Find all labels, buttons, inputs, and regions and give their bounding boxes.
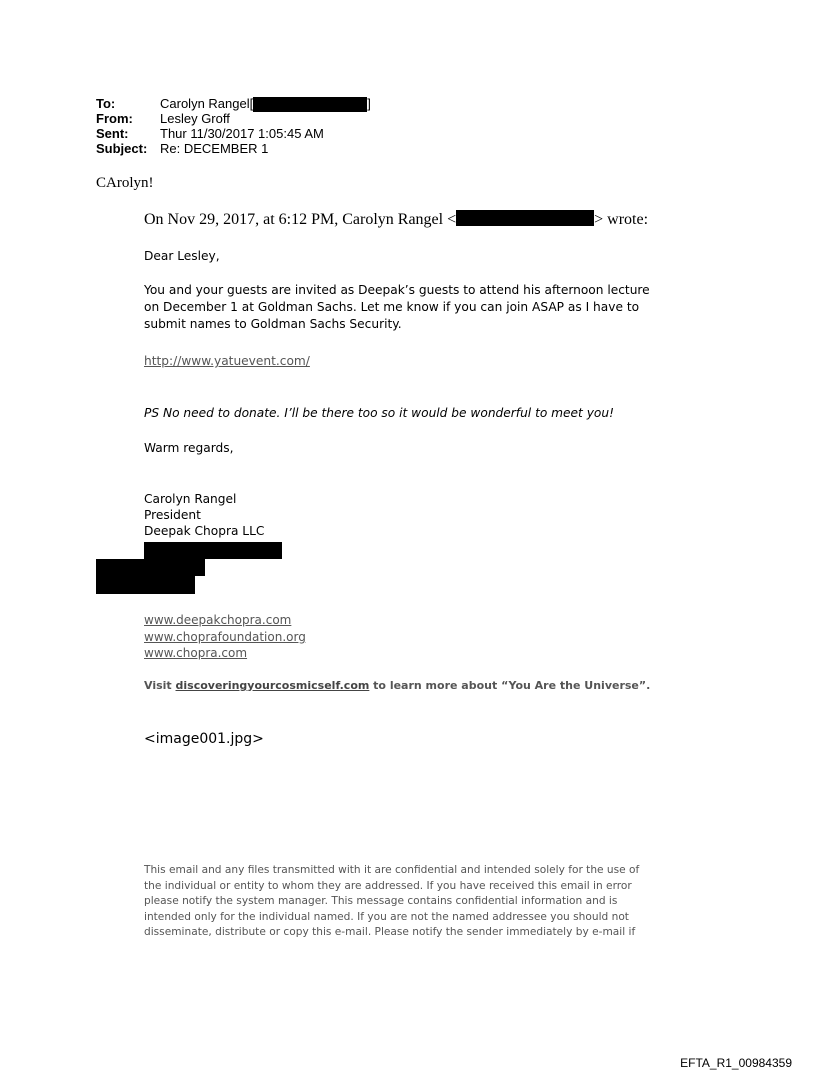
website-link-chopra[interactable]: www.chopra.com: [144, 646, 248, 660]
to-row: [96, 96, 371, 111]
subject-label: Subject:: [96, 141, 148, 156]
redaction-block: [96, 559, 205, 576]
redaction-bar: [456, 210, 594, 226]
document-id: EFTA_R1_00984359: [680, 1056, 792, 1070]
sent-row: [96, 126, 371, 141]
from-row: [96, 111, 371, 126]
signature-name: Carolyn Rangel: [144, 492, 237, 506]
closing: Warm regards,: [144, 441, 234, 455]
to-label: To:: [96, 96, 116, 111]
subject-value: Re: DECEMBER 1: [160, 141, 269, 156]
signature-company: Deepak Chopra LLC: [144, 524, 265, 538]
wrote-suffix: > wrote:: [594, 211, 649, 228]
quoted-message: [144, 210, 674, 539]
to-value: [160, 96, 371, 111]
ps-note: PS No need to donate. I’ll be there too so it would be wonderful to meet you!: [144, 406, 614, 420]
to-suffix: ]: [367, 96, 371, 111]
website-link-choprafoundation[interactable]: www.choprafoundation.org: [144, 629, 306, 644]
from-label: From:: [96, 111, 133, 126]
wrote-line: [144, 210, 674, 230]
wrote-prefix: On Nov 29, 2017, at 6:12 PM, Carolyn Rangel <: [144, 211, 457, 228]
invitation-paragraph: You and your guests are invited as Deepak’s guests to attend his afternoon lecture on December 1 at Goldman Sachs. Let me know if you can join ASAP as I have to submit names to Goldman Sachs Security.: [144, 283, 650, 331]
signature-title: President: [144, 508, 201, 522]
redaction-block: [96, 576, 195, 594]
visit-line: [144, 679, 650, 692]
image-placeholder: <image001.jpg>: [144, 731, 264, 747]
sent-value: Thur 11/30/2017 1:05:45 AM: [160, 126, 324, 141]
website-links: [144, 612, 306, 662]
redaction-bar: [253, 97, 367, 112]
from-value: Lesley Groff: [160, 111, 230, 126]
confidentiality-disclaimer: This email and any files transmitted with it are confidential and intended solely for the use of the individual or entity to whom they are addressed. If you have received this email in error please notify the system manager. This message contains confidential information and is intended only for the individual named. If you are not the named addressee you should not disseminate, distribute or copy this e-mail. Please notify the sender immediately by e-mail if: [144, 864, 640, 938]
visit-suffix: to learn more about “You Are the Universe”.: [369, 679, 651, 692]
to-name: Carolyn Rangel[: [160, 96, 254, 111]
website-link-deepakchopra[interactable]: www.deepakchopra.com: [144, 613, 292, 627]
signature-block: [144, 491, 674, 539]
event-link[interactable]: http://www.yatuevent.com/: [144, 354, 310, 368]
salutation: Dear Lesley,: [144, 249, 220, 263]
redaction-block: [144, 542, 282, 559]
email-header: [96, 96, 371, 156]
subject-row: [96, 141, 371, 156]
reply-greeting: CArolyn!: [96, 175, 154, 191]
sent-label: Sent:: [96, 126, 129, 141]
visit-prefix: Visit: [144, 679, 176, 692]
visit-link[interactable]: discoveringyourcosmicself.com: [175, 679, 370, 692]
